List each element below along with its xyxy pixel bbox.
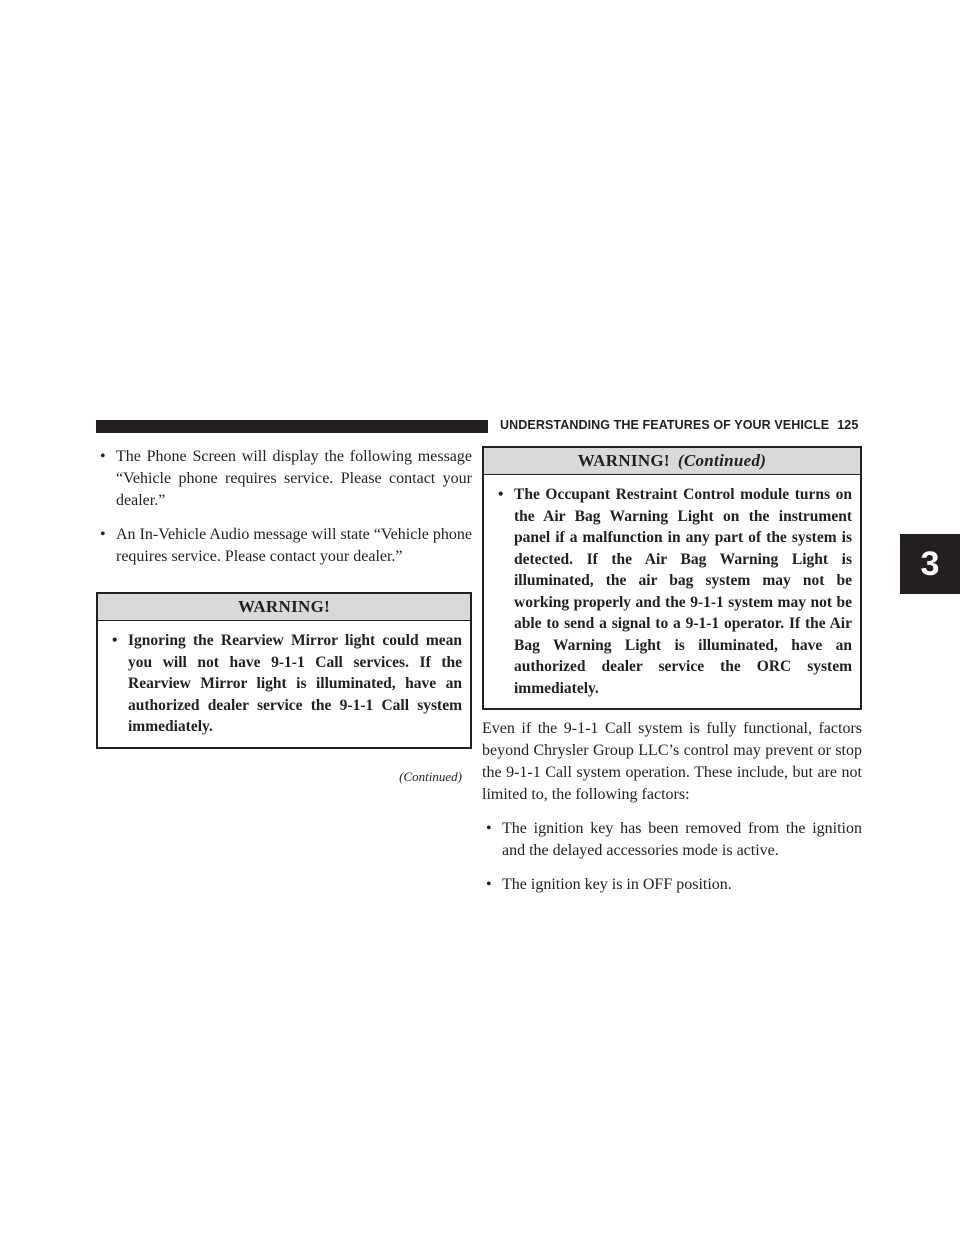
warning-title: WARNING! bbox=[577, 451, 670, 470]
section-title: UNDERSTANDING THE FEATURES OF YOUR VEHICLE bbox=[500, 418, 830, 432]
warning-text: Ignoring the Rearview Mirror light could mean you will not have 9-1-1 Call services. If the Rearview Mirror light is illuminated, have an authorized dealer service the 9-1-1 Call system immediately. bbox=[128, 632, 462, 735]
warning-text: The Occupant Restraint Control module turns on the Air Bag Warning Light on the instrument panel if a malfunction in any part of the system is detected. If the Air Bag Warning Light is illuminated, the air bag system may not be working properly and the 9-1-1 system may not be able to send a signal to a 9-1-1 operator. If the Air Bag Warning Light is illuminated, have an authorized dealer service the ORC system immediately. bbox=[514, 486, 852, 697]
warning-item bbox=[494, 484, 852, 699]
bullet-icon: • bbox=[486, 876, 492, 893]
right-column bbox=[482, 446, 862, 908]
page-header bbox=[500, 418, 858, 432]
list-item bbox=[482, 874, 862, 896]
bullet-icon: • bbox=[498, 486, 504, 503]
list-item-text: The Phone Screen will display the following message “Vehicle phone requires service. Please contact your dealer.” bbox=[116, 448, 472, 509]
list-item-text: An In-Vehicle Audio message will state “Vehicle phone requires service. Please contact your dealer.” bbox=[116, 526, 472, 565]
warning-title: WARNING! bbox=[237, 597, 331, 616]
body-paragraph: Even if the 9-1-1 Call system is fully functional, factors beyond Chrysler Group LLC’s control may prevent or stop the 9-1-1 Call system operation. These include, but are not limited to, the following factors: bbox=[482, 720, 862, 803]
warning-box bbox=[96, 592, 472, 749]
list-item-text: The ignition key is in OFF position. bbox=[502, 876, 732, 893]
warning-body bbox=[98, 621, 470, 747]
bullet-icon: • bbox=[112, 632, 118, 649]
bullet-icon: • bbox=[100, 448, 106, 465]
warning-header bbox=[484, 448, 860, 475]
continued-label: (Continued) bbox=[399, 768, 462, 784]
warning-body bbox=[484, 475, 860, 708]
warning-item bbox=[108, 630, 462, 738]
left-column bbox=[96, 446, 472, 785]
bullet-icon: • bbox=[100, 526, 106, 543]
list-item bbox=[482, 818, 862, 862]
list-item-text: The ignition key has been removed from the ignition and the delayed accessories mode is active. bbox=[502, 820, 862, 859]
page-number: 125 bbox=[837, 418, 859, 432]
chapter-tab: 3 bbox=[900, 534, 960, 594]
warning-continued: (Continued) bbox=[677, 451, 767, 470]
list-item bbox=[96, 524, 472, 568]
warning-box-continued bbox=[482, 446, 862, 710]
list-item bbox=[96, 446, 472, 512]
bullet-icon: • bbox=[486, 820, 492, 837]
header-bar bbox=[96, 420, 488, 433]
warning-header bbox=[98, 594, 470, 621]
